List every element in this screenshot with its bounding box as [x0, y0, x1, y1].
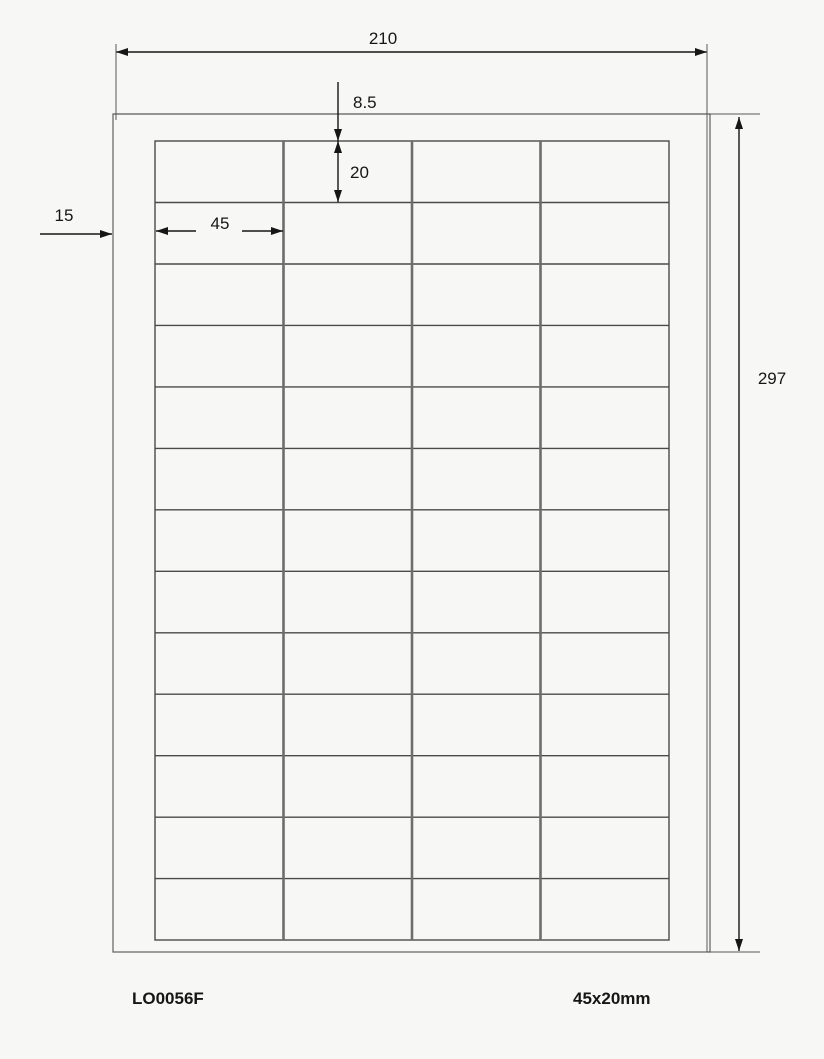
dimension-value-sheet-width: 210: [368, 29, 398, 48]
arrow-head-down: [735, 939, 743, 951]
arrow-head-right: [100, 230, 112, 238]
arrow-head-up: [735, 117, 743, 129]
dimension-value-label-width: 45: [210, 214, 230, 233]
dimension-left-margin: [40, 206, 112, 238]
dimension-sheet-height: [707, 117, 798, 952]
label-grid: [155, 141, 669, 940]
product-code-label: LO0056F: [132, 989, 204, 1008]
label-size-caption: 45x20mm: [573, 989, 651, 1008]
dimension-value-label-height: 20: [350, 163, 369, 182]
arrow-head-left: [116, 48, 128, 56]
arrow-head-right: [695, 48, 707, 56]
dimension-value-left-margin: 15: [54, 206, 74, 225]
dimension-value-sheet-height: 297: [757, 369, 787, 388]
dimension-value-top-margin: 8.5: [353, 93, 377, 112]
